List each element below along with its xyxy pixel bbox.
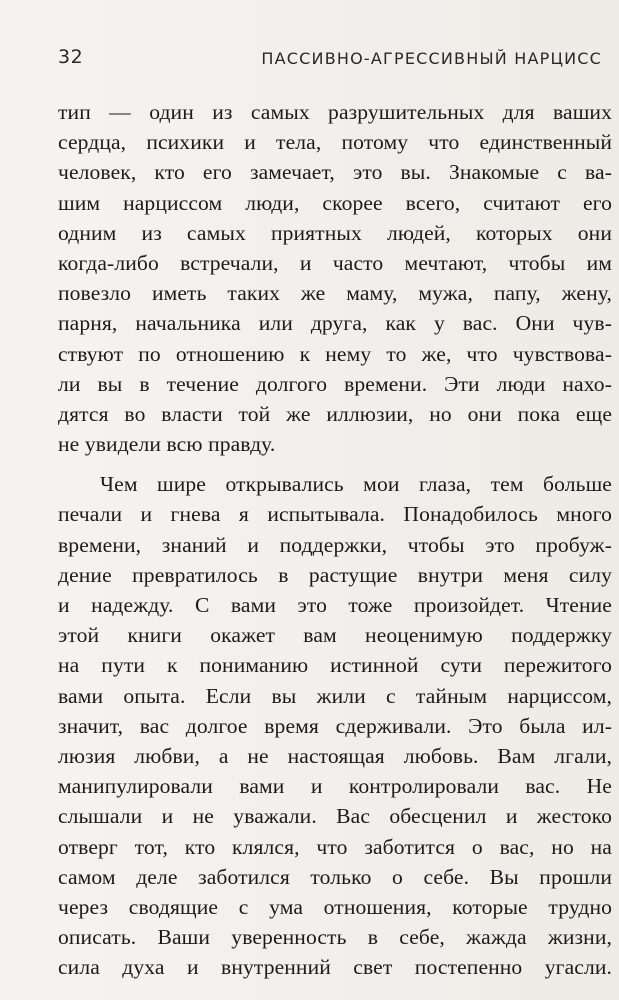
text-line: через сводящие с ума отношения, которые трудно (58, 894, 612, 919)
text-line: человек, кто его замечает, это вы. Знакомые с ва- (58, 160, 612, 185)
paragraph-1 (58, 97, 612, 459)
text-line: дение превратилось в растущие внутри меня силу (58, 562, 612, 587)
text-line: слышали и не уважали. Вас обесценил и жестоко (58, 804, 612, 829)
paragraph-2 (58, 469, 612, 982)
text-line: тип — один из самых разрушительных для ваших (58, 100, 612, 124)
text-line: когда-либо встречали, и часто мечтают, чтобы им (58, 250, 612, 275)
text-line: печали и гнева я испытывала. Понадобилось много (58, 502, 612, 527)
text-line: одним из самых приятных людей, которых они (58, 220, 612, 245)
text-line: отверг тот, кто клялся, что заботится о вас, но на (58, 834, 612, 859)
text-line: ствуют по отношению к нему то же, что чувствова- (58, 341, 612, 366)
text-line: ли вы в течение долгого времени. Эти люди нахо- (58, 371, 612, 396)
page-header (58, 46, 608, 76)
text-line: повезло иметь таких же маму, мужа, папу, жену, (58, 281, 612, 306)
paragraph-gap (58, 459, 612, 469)
text-line: времени, знаний и поддержки, чтобы это пробуж- (58, 532, 612, 557)
text-line: парня, начальника или друга, как у вас. Они чув- (58, 311, 612, 336)
text-line: сердца, психики и тела, потому что единственный (58, 130, 612, 155)
text-line: описать. Ваши уверенность в себе, жажда жизни, (58, 925, 612, 950)
body-text (58, 97, 612, 982)
running-title: ПАССИВНО-АГРЕССИВНЫЙ НАРЦИСС (261, 49, 602, 68)
text-line: Чем шире открывались мои глаза, тем больше (100, 472, 612, 497)
page-number: 32 (58, 46, 84, 68)
text-line: люзия любви, а не настоящая любовь. Вам лгали, (58, 743, 612, 768)
text-line: значит, вас долгое время сдерживали. Это была ил- (58, 713, 612, 738)
text-line: на пути к пониманию истинной сути пережитого (58, 653, 612, 678)
text-line: вами опыта. Если вы жили с тайным нарциссом, (58, 683, 612, 708)
text-line: сила духа и внутренний свет постепенно угасли. (58, 955, 612, 980)
text-line: и надежду. С вами это тоже произойдет. Чтение (58, 593, 612, 617)
text-line: этой книги окажет вам неоценимую поддержку (58, 623, 612, 648)
text-line: шим нарциссом люди, скорее всего, считают его (58, 190, 612, 215)
text-line: не увидели всю правду. (58, 432, 276, 457)
text-line: самом деле заботился только о себе. Вы прошли (58, 864, 612, 889)
text-line: дятся во власти той же иллюзии, но они пока еще (58, 401, 612, 426)
text-line: манипулировали вами и контролировали вас. Не (58, 774, 612, 799)
